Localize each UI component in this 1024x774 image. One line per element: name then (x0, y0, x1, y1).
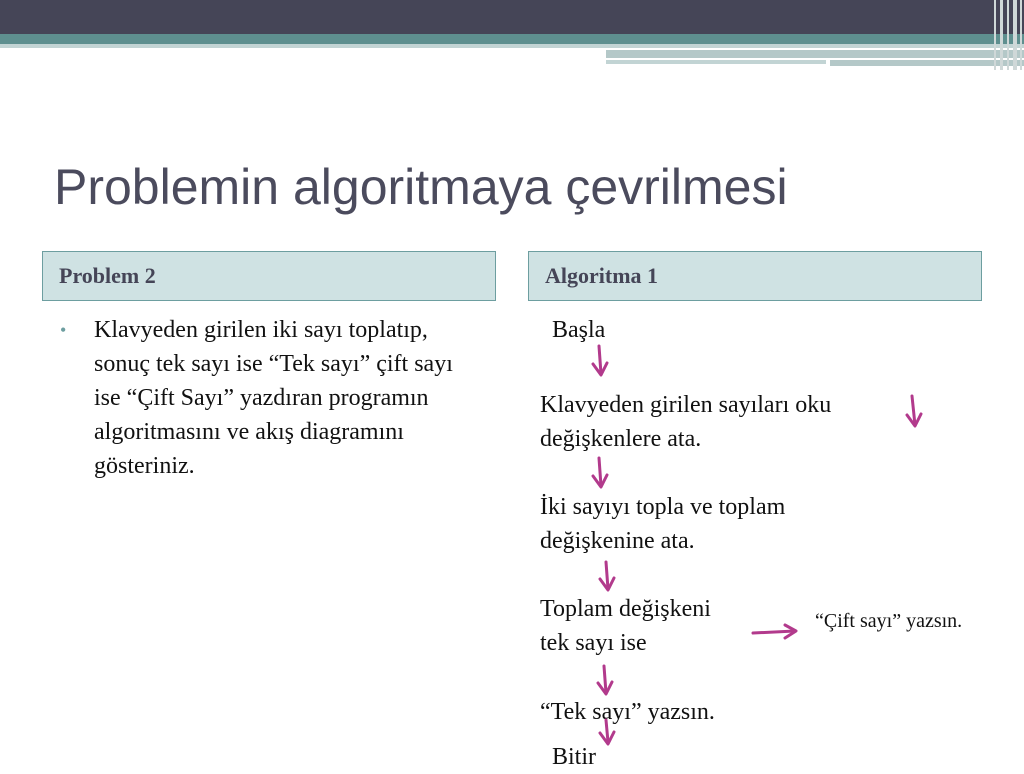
step-read-line1: Klavyeden girilen sayıları oku (540, 392, 832, 418)
arrow-down-icon (600, 562, 614, 590)
arrow-down-icon (907, 396, 921, 426)
header-band-light (0, 44, 1024, 48)
step-even-branch: “Çift sayı” yazsın. (815, 610, 963, 632)
step-sum-line2: değişkenine ata. (540, 528, 695, 554)
arrow-down-icon (598, 666, 612, 694)
step-check-line1: Toplam değişkeni (540, 596, 711, 622)
step-check-line2: tek sayı ise (540, 630, 647, 656)
problem-text: Klavyeden girilen iki sayı toplatıp, sonuç tek sayı ise “Tek sayı” çift sayı ise “Çift Sayı” yazdıran programın algoritmasını ve akış diagramını gösteriniz. (94, 317, 453, 479)
arrow-right-icon (753, 625, 796, 638)
header-strip (606, 50, 1024, 58)
header-strip (606, 60, 826, 64)
header-band-teal (0, 34, 1024, 44)
arrow-down-icon (593, 346, 607, 375)
header-vertical-lines (992, 0, 1024, 70)
step-odd-branch: “Tek sayı” yazsın. (540, 699, 715, 725)
problem-header: Problem 2 (42, 251, 496, 301)
algorithm-header: Algoritma 1 (528, 251, 982, 301)
bullet-icon: • (60, 320, 67, 340)
step-sum-line1: İki sayıyı topla ve toplam (540, 494, 786, 520)
problem-description (60, 313, 470, 483)
arrow-down-icon (593, 458, 607, 487)
step-read-line2: değişkenlere ata. (540, 426, 702, 452)
step-end: Bitir (552, 744, 597, 770)
step-start: Başla (552, 317, 606, 343)
header-band-dark (0, 0, 1024, 34)
slide-title: Problemin algoritmaya çevrilmesi (54, 159, 788, 215)
